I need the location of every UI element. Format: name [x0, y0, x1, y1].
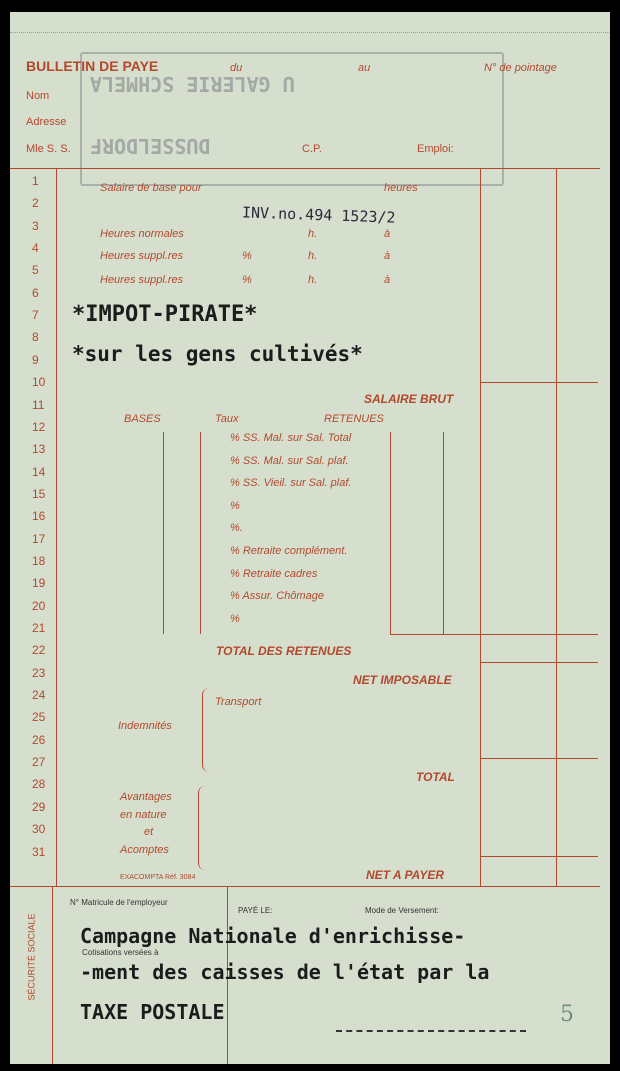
deduction-item: % SS. Mal. sur Sal. plaf. [230, 454, 349, 467]
deduction-item: % [230, 612, 240, 625]
nom-label: Nom [26, 90, 50, 102]
indemnites-brace [202, 688, 209, 772]
adresse-label: Adresse [26, 116, 67, 128]
row-number: 5 [32, 263, 39, 278]
retenues-rule-left [390, 432, 391, 634]
impot-pirate-stamp: *IMPOT-PIRATE* [72, 302, 258, 327]
deduction-item: % SS. Mal. sur Sal. Total [230, 432, 352, 444]
pay-slip-form [10, 12, 610, 1064]
footer-left-rule [52, 886, 53, 1064]
row-number: 21 [32, 621, 46, 635]
pointage-label: N° de pointage [484, 62, 557, 74]
h-supp-2: h. [308, 274, 318, 286]
row-number: 22 [32, 643, 46, 658]
row-number: 13 [32, 442, 46, 457]
deduction-item: % Retraite complément. [230, 545, 348, 557]
salaire-brut-label: SALAIRE BRUT [364, 392, 454, 406]
avantages-brace [198, 786, 205, 870]
paye-le-label: PAYÉ LE: [238, 906, 273, 915]
campagne-line2: -ment des caisses de l'état par la [80, 960, 490, 984]
amount-column-mid [556, 168, 557, 886]
matricule-label: N° Matricule de l'employeur [70, 898, 168, 907]
retenues-rule [390, 634, 598, 635]
dashed-signature-line [336, 1030, 526, 1032]
row-number: 26 [32, 732, 46, 747]
row-number: 28 [32, 777, 46, 792]
mode-versement-label: Mode de Versement: [365, 906, 439, 915]
row-number: 10 [32, 375, 46, 390]
a-supp-2: à [384, 274, 391, 286]
numbers-column-rule [56, 168, 57, 886]
date-from-label: du [230, 62, 243, 74]
net-imposable-label: NET IMPOSABLE [353, 673, 452, 687]
avantages-line2: en nature [120, 809, 167, 821]
gallery-stamp-line1: U GALERIE SCHMELA [90, 72, 295, 96]
emploi-label: Emploi: [417, 143, 454, 155]
header-divider [10, 168, 600, 169]
row-number: 12 [32, 419, 46, 434]
avantages-line3: et [144, 826, 154, 838]
perforation-line [10, 32, 610, 33]
row-number: 18 [32, 553, 46, 568]
row-number: 4 [32, 241, 39, 256]
net-rule [480, 856, 598, 857]
row-number: 8 [32, 330, 39, 345]
taux-rule [200, 432, 201, 634]
bases-rule [163, 432, 164, 634]
gallery-stamp-line2: DUSSELDORF [90, 134, 211, 158]
campagne-line3: TAXE POSTALE [80, 1000, 225, 1024]
imposable-rule [480, 662, 598, 663]
amount-column-left [480, 168, 481, 886]
deduction-item: % SS. Vieil. sur Sal. plaf. [230, 477, 352, 490]
pct-supp-1: % [242, 250, 252, 262]
brut-rule [480, 382, 598, 383]
footer-divider [10, 886, 600, 887]
row-number: 24 [32, 688, 46, 703]
gens-cultives-stamp: *sur les gens cultivés* [72, 342, 363, 366]
deduction-item: %. [230, 522, 243, 535]
row-number: 19 [32, 576, 46, 591]
date-to-label: au [358, 62, 371, 74]
row-number: 25 [32, 710, 46, 725]
a-normal: à [384, 228, 391, 240]
avantages-line1: Avantages [120, 791, 172, 803]
row-number: 16 [32, 509, 46, 524]
h-normal: h. [308, 228, 318, 240]
heures-supp-2-label: Heures suppl.res [100, 274, 184, 286]
row-number: 30 [32, 822, 46, 837]
row-number: 17 [32, 531, 46, 546]
retenues-header: RETENUES [324, 413, 384, 425]
taux-header: Taux [215, 413, 239, 425]
deduction-item: % Retraite cadres [230, 567, 318, 580]
form-title: BULLETIN DE PAYE [26, 58, 159, 74]
row-number: 20 [32, 598, 46, 613]
row-number: 6 [32, 285, 39, 300]
deduction-item: % Assur. Chômage [230, 590, 324, 603]
row-number: 14 [32, 464, 46, 479]
campagne-line1: Campagne Nationale d'enrichisse- [80, 924, 466, 948]
inv-number-stamp: INV.no.494 1523/2 [241, 203, 396, 227]
row-number: 23 [32, 665, 46, 680]
heures-supp-1-label: Heures suppl.res [100, 250, 184, 262]
bases-header: BASES [124, 413, 161, 425]
avantages-line4: Acomptes [120, 844, 169, 856]
cotisations-label: Cotisations versées à [82, 948, 159, 957]
total-rule [480, 758, 598, 759]
row-number: 9 [32, 352, 39, 367]
transport-label: Transport [215, 696, 262, 708]
mle-ss-label: Mle S. S. [26, 143, 71, 155]
page-mark: 5 [560, 1002, 574, 1027]
cp-label: C.P. [302, 143, 322, 155]
net-a-payer-label: NET A PAYER [366, 868, 445, 882]
row-number: 29 [32, 799, 46, 814]
row-number: 2 [32, 196, 39, 211]
retenues-rule-right [443, 432, 444, 634]
row-number: 7 [32, 308, 39, 323]
heures-normales-label: Heures normales [100, 228, 184, 240]
securite-sociale-label: SÉCURITÉ SOCIALE [26, 913, 37, 1001]
deduction-item: % [230, 499, 240, 512]
indemnites-label: Indemnités [118, 720, 172, 732]
row-number: 27 [32, 755, 46, 770]
total-label: TOTAL [416, 770, 455, 784]
h-supp-1: h. [308, 250, 318, 262]
row-number: 15 [32, 486, 46, 501]
total-retenues-label: TOTAL DES RETENUES [216, 644, 352, 658]
row-number: 11 [32, 397, 45, 412]
heures-label: heures [384, 182, 418, 194]
pct-supp-2: % [242, 274, 252, 286]
exacompta-ref: EXACOMPTA Réf. 3084 [120, 874, 196, 881]
row-number: 31 [32, 844, 46, 859]
row-number: 3 [32, 218, 39, 233]
row-number: 1 [32, 174, 39, 188]
salaire-base-label: Salaire de base pour [100, 182, 202, 194]
a-supp-1: à [384, 250, 391, 262]
